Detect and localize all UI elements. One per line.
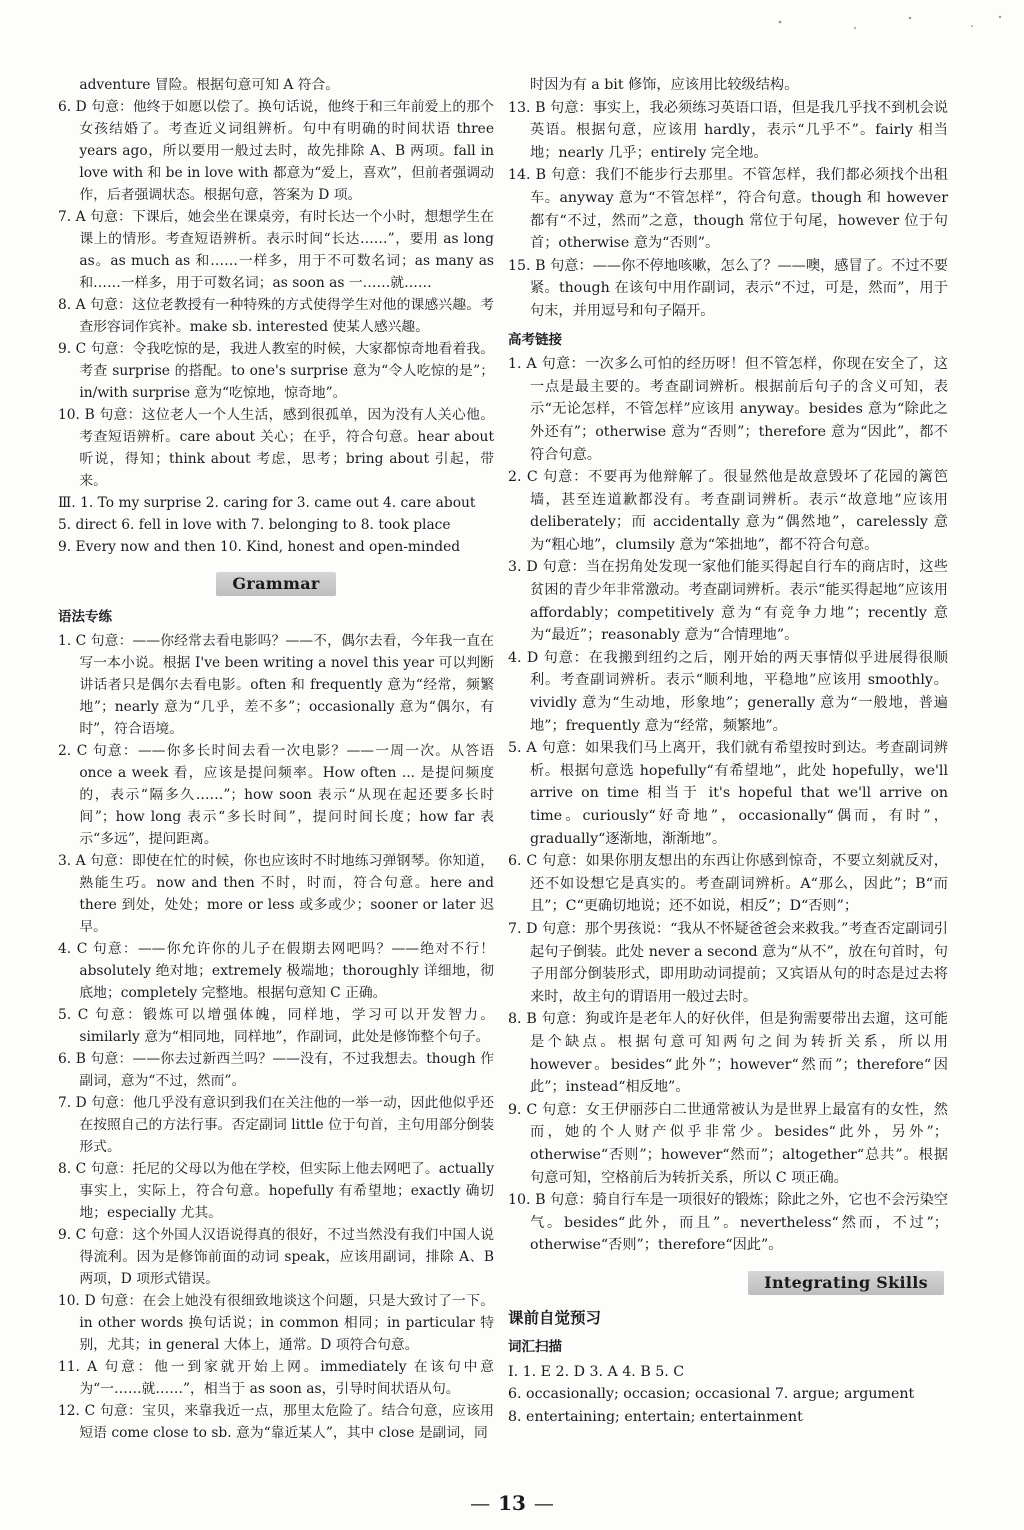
gaokao-entry: 1. A 句意：一次多么可怕的经历呀！但不管怎样，你现在安全了，这一点是最主要的。考查副词辨析。根据前后句子的含义可知，表示“无论怎样，不管怎样”应该用 anyway。besides 意为“除此之外还有”；otherwise 意为“否则”；therefore 意为“因此”，都不符合句意。: [508, 356, 948, 463]
footer-dash-right: —: [533, 1491, 554, 1515]
answer-line: 9. Every now and then 10. Kind, honest and open-minded: [58, 539, 461, 555]
gaokao-entry: 10. B 句意：骑自行车是一项很好的锻炼；除此之外，它也不会污染空气。besides“此外，而且”。nevertheless“然而，不过”；otherwise“否则”；therefore“因此”。: [508, 1192, 948, 1254]
gaokao-entry: 7. D 句意：那个男孩说：“我从不怀疑爸爸会来救我。”考查否定副词引起句子倒装。此处 never a second 意为“从不”，放在句首时，句子用部分倒装形式，即用助动词提前；又宾语从句的时态是过去将来时，故主句的谓语用一般过去时。: [508, 920, 948, 1005]
answer-line: 5. direct 6. fell in love with 7. belonging to 8. took place: [58, 517, 451, 533]
answer-entry: 7. A 句意：下课后，她会坐在课桌旁，有时长达一个小时，想想学生在课上的情形。考查短语辨析。表示时间“长达……”，要用 as long as。as much as 和……一样多，用于不可数名词；as many as 和……一样多，用于可数名词；as soon as 一……就……: [58, 209, 494, 291]
gaokao-subheading: 高考链接: [508, 331, 562, 348]
integrating-skills-banner: Integrating Skills: [748, 1271, 944, 1296]
grammar-entry: 2. C 句意：——你多长时间去看一次电影？——一周一次。从答语 once a week 看，应该是提问频率。How often ... 是提问频度的，表示“隔多久……”；how soon 表示“从现在起还要多长时间”；how long 表示“多长时间”，提问时间长度；how far 表示“多远”，提问距离。: [58, 743, 494, 847]
grammar-entry: 8. C 句意：托尼的父母以为他在学校，但实际上他去网吧了。actually 事实上，实际上，符合句意。hopefully 有希望地；exactly 确切地；especially 尤其。: [58, 1161, 494, 1221]
skills-banner-wrap: [508, 1271, 944, 1296]
vocab-subheading: 词汇扫描: [508, 1339, 562, 1356]
answer-entry: 6. D 句意：他终于如愿以偿了。换句话说，他终于和三年前爱上的那个女孩结婚了。考查近义词组辨析。句中有明确的时间状语 three years ago，所以要用一般过去时，故先排除 A、B 两项。fall in love with 和 be in love with 都意为“爱上，喜欢”，但前者强调动作，后者强调状态。根据句意，答案为 D 项。: [58, 99, 494, 203]
right-top-entries: [508, 74, 948, 323]
gaokao-entries: [508, 353, 948, 1257]
gaokao-entry: 3. D 句意：当在拐角处发现一家他们能买得起自行车的商店时，这些贫困的青少年非常激动。考查副词辨析。表示“能买得起地”应该用 affordably；competitively 意为“有竞争力地”；recently 意为“最近”；reasonably 意为“合情理地”。: [508, 559, 948, 644]
grammar-entries: [58, 630, 494, 1444]
scan-specks-decoration: [760, 8, 1020, 38]
grammar-entry: 11. A 句意：他一到家就开始上网。immediately 在该句中意为“一……就……”，相当于 as soon as，引导时间状语从句。: [58, 1359, 494, 1397]
grammar-subheading: 语法专练: [58, 609, 112, 625]
grammar-banner-wrap: [58, 572, 494, 596]
grammar-entry: 7. D 句意：他几乎没有意识到我们在关注他的一举一动，因此他似乎还在按照自己的方法行事。否定副词 little 位于句首，主句用部分倒装形式。: [58, 1095, 494, 1155]
right-column: [508, 74, 948, 1428]
left-column: [58, 74, 494, 1444]
grammar-entry: 10. D 句意：在会上她没有很细致地谈这个问题，只是大致讨了一下。in other words 换句话说；in common 相同；in particular 特别，尤其；in general 大体上，通常。D 项符合句意。: [58, 1293, 494, 1353]
answer-entry: adventure 冒险。根据句意可知 A 符合。: [79, 77, 340, 93]
grammar-entry: 5. C 句意：锻炼可以增强体魄，同样地，学习可以开发智力。similarly 意为“相同地，同样地”，作副词，此处是修饰整个句子。: [58, 1007, 494, 1045]
vocab-line: 6. occasionally; occasion; occasional 7. argue; argument: [508, 1386, 915, 1403]
answer-entry: 8. A 句意：这位老教授有一种特殊的方式使得学生对他的课感兴趣。考查形容词作宾补。make sb. interested 使某人感兴趣。: [58, 297, 494, 335]
gaokao-entry: 9. C 句意：女王伊丽莎白二世通常被认为是世界上最富有的女性，然而，她的个人财产似乎非常少。besides“此外，另外”；otherwise“否则”；however“然而”；altogether“总共”。根据句意可知，空格前后为转折关系，所以 C 项正确。: [508, 1101, 948, 1186]
grammar-entry: 12. C 句意：宝贝，来靠我近一点，那里太危险了。结合句意，应该用短语 come close to sb. 意为“靠近某人”，其中 close 是副词，同: [58, 1403, 494, 1441]
grammar-entry: 6. B 句意：——你去过新西兰吗？——没有，不过我想去。though 作副词，意为“不过，然而”。: [58, 1051, 494, 1089]
gaokao-entry: 2. C 句意：不要再为他辩解了。很显然他是故意毁坏了花园的篱笆墙，甚至连道歉都没有。考查副词辨析。表示“故意地”应该用 deliberately；而 accidentally 意为“偶然地”，carelessly 意为“粗心地”，clumsily 意为“笨拙地”，都不符合句意。: [508, 469, 948, 553]
gaokao-entry: 4. D 句意：在我搬到纽约之后，刚开始的两天事情似乎进展得很顺利。考查副词辨析。表示“顺利地，平稳地”应该用 smoothly。vividly 意为“生动地，形象地”；generally 意为“一般地，普遍地”；frequently 意为“经常，频繁地”。: [508, 649, 948, 734]
grammar-entry: 9. C 句意：这个外国人汉语说得真的很好，不过当然没有我们中国人说得流利。因为是修饰前面的动词 speak，应该用副词，排除 A、B 两项，D 项形式错误。: [58, 1227, 494, 1287]
answer-entry: 时因为有 a bit 修饰，应该用比较级结构。: [530, 77, 799, 93]
answer-line: Ⅲ. 1. To my surprise 2. caring for 3. came out 4. care about: [58, 495, 476, 511]
grammar-entry: 1. C 句意：——你经常去看电影吗？——不，偶尔去看，今年我一直在写一本小说。根据 I've been writing a novel this year 可以判断讲话者只是偶尔去看电影。often 和 frequently 意为“经常，频繁地”；nearly 意为“几乎，差不多”；occasionally 意为“偶尔，有时”，符合语境。: [58, 633, 494, 737]
left-top-entries: [58, 74, 494, 492]
vocab-line: Ⅰ. 1. E 2. D 3. A 4. B 5. C: [508, 1363, 685, 1380]
answer-entry: 9. C 句意：令我吃惊的是，我进人教室的时候，大家都惊奇地看着我。考查 surprise 的搭配。to one's surprise 意为“令人吃惊的是”；in/with surprise 意为“吃惊地，惊奇地”。: [58, 341, 494, 401]
scan-specks-icon: [760, 8, 1020, 38]
answer-entry: 13. B 句意：事实上，我必须练习英语口语，但是我几乎找不到机会说英语。根据句意，应该用 hardly，表示“几乎不”。fairly 相当地；nearly 几乎；entirely 完全地。: [508, 99, 948, 161]
answer-entry: 14. B 句意：我们不能步行去那里。不管怎样，我们都必须找个出租车。anyway 意为“不管怎样”，符合句意。though 和 however 都有“不过，然而”之意，though 常位于句尾，however 位于句首；otherwise 意为“否则”。: [508, 167, 948, 252]
vocab-lines: [508, 1361, 948, 1429]
answer-entry: 15. B 句意：——你不停地咳嗽，怎么了？——噢，感冒了。不过不要紧。though 在该句中用作副词，表示“不过，可是，然而”，用于句末，并用逗号和句子隔开。: [508, 257, 948, 319]
page-number-footer: [0, 1491, 1024, 1515]
preview-heading: 课前自觉预习: [508, 1309, 602, 1328]
grammar-banner: Grammar: [216, 572, 335, 596]
answers-block: [58, 492, 494, 558]
vocab-line: 8. entertaining; entertain; entertainment: [508, 1408, 803, 1425]
footer-dash-left: —: [470, 1491, 491, 1515]
gaokao-entry: 8. B 句意：狗或许是老年人的好伙伴，但是狗需要带出去遛，这可能是个缺点。根据句意可知两句之间为转折关系，所以用 however。besides“此外”；however“然而”；therefore“因此”；instead“相反地”。: [508, 1011, 948, 1096]
gaokao-entry: 5. A 句意：如果我们马上离开，我们就有希望按时到达。考查副词辨析。根据句意选 hopefully“有希望地”，此处 hopefully，we'll arrive on time 相当于 it's hopeful that we'll arrive on time。curiously“好奇地”，occasionally“偶而，有时”，gradually“逐渐地，渐渐地”。: [508, 740, 948, 847]
grammar-entry: 4. C 句意：——你允许你的儿子在假期去网吧吗？——绝对不行！absolutely 绝对地；extremely 极端地；thoroughly 详细地，彻底地；completely 完整地。根据句意知 C 正确。: [58, 941, 494, 1001]
gaokao-entry: 6. C 句意：如果你朋友想出的东西让你感到惊奇，不要立刻就反对，还不如设想它是真实的。考查副词辨析。A“那么，因此”；B“而且”；C“更确切地说；还不如说，相反”；D“否则”；: [508, 853, 948, 915]
answer-entry: 10. B 句意：这位老人一个人生活，感到很孤单，因为没有人关心他。考查短语辨析。care about 关心；在乎，符合句意。hear about 听说，得知；think about 考虑，思考；bring about 引起，带来。: [58, 407, 494, 489]
grammar-entry: 3. A 句意：即使在忙的时候，你也应该时不时地练习弹钢琴。你知道，熟能生巧。now and then 不时，时而，符合句意。here and there 到处，处处；more or less 或多或少；sooner or later 迟早。: [58, 853, 494, 935]
page-number: 13: [498, 1491, 526, 1515]
